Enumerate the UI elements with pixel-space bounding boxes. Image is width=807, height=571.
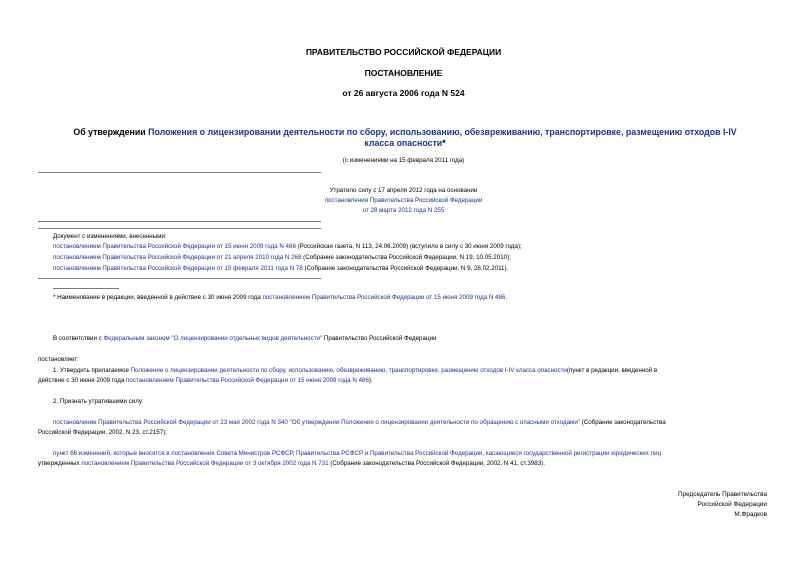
footnote-text: * Наименование в редакции, введенной в действие с 30 июня 2009 года <box>53 294 263 301</box>
paragraph-1 <box>53 366 657 376</box>
preamble-text: В соответствии с <box>53 335 104 342</box>
divider <box>38 228 321 229</box>
resolution-340-link[interactable]: постановление Правительства Российской Федерации от 23 мая 2002 года N 340 "Об утверждении Положения о лицензировании деятельности по обращению с опасными отходами" <box>53 419 580 426</box>
document-date: от 26 августа 2006 года N 524 <box>342 88 465 98</box>
p4-text-end: (Собрание законодательства Российской Федерации, 2002, N 41, ст.3983). <box>328 460 545 467</box>
document-type: ПОСТАНОВЛЕНИЕ <box>364 68 443 78</box>
expired-link2 <box>0 206 807 216</box>
amendment-item <box>53 264 508 274</box>
preamble-text-end: Правительство Российской Федерации <box>322 335 437 342</box>
p1-text: 1. Утвердить прилагаемое <box>53 367 131 374</box>
amendments-intro: Документ с изменениями, внесенными: <box>53 233 167 240</box>
p1-cont-end: ). <box>368 377 373 384</box>
paragraph-4-cont <box>38 459 545 469</box>
p4-text: утвержденных <box>38 460 82 467</box>
federal-law-link[interactable]: Федеральным законом "О лицензировании отдельных видов деятельности" <box>103 335 323 342</box>
amendment-text: (Российская газета, N 113, 24.06.2009) (вступило в силу с 30 июня 2009 года); <box>295 243 522 250</box>
divider <box>38 278 321 279</box>
expired-link1 <box>0 196 807 206</box>
government-heading: ПРАВИТЕЛЬСТВО РОССИЙСКОЙ ФЕДЕРАЦИИ <box>305 47 502 57</box>
divider <box>38 221 321 222</box>
footnote-divider <box>53 288 119 289</box>
paragraph-resolves: постановляет: <box>38 356 79 363</box>
amendment-text: (Собрание законодательства Российской Федерации, N 19, 10.05.2010); <box>301 254 511 261</box>
title-star: * <box>442 138 446 148</box>
changes-note: (с изменениями на 15 февраля 2011 года) <box>342 157 465 164</box>
amendment-link[interactable]: постановлением Правительства Российской Федерации от 15 июня 2009 года N 486 <box>53 243 296 250</box>
amendment-item <box>53 242 522 252</box>
p1-cont-text: действие с 30 июня 2009 года <box>38 377 127 384</box>
p1-text-end: (пункт в редакции, введенной в <box>566 367 658 374</box>
footnote <box>53 293 507 303</box>
regulation-link[interactable]: Положение о лицензировании деятельности по сбору, использованию, обезвреживанию, транспортировке, размещению отходов I-IV класса опасности <box>130 367 567 374</box>
paragraph-1-cont <box>38 376 373 386</box>
signature-country: Российской Федерации <box>697 501 767 508</box>
divider <box>38 172 321 173</box>
resolution-731-link[interactable]: постановлением Правительства Российской Федерации от 3 октября 2002 года N 731 <box>81 460 329 467</box>
title-link[interactable]: Положения о лицензировании деятельности по сбору, использованию, обезвреживанию, транспортировке, размещению отходов I-IV класса опасности <box>148 127 737 148</box>
expired-line1: Утратило силу с 17 апреля 2012 года на основании <box>329 187 478 194</box>
document-title <box>60 127 750 149</box>
signature-title: Председатель Правительства <box>678 491 767 498</box>
paragraph-2: 2. Признать утратившими силу: <box>53 398 144 405</box>
p3-text: (Собрание законодательства <box>579 419 666 426</box>
amendment-link[interactable]: постановлением Правительства Российской Федерации от 21 апреля 2010 года N 268 <box>53 254 302 261</box>
paragraph-3-cont: Российской Федерации, 2002, N 23, ст.2157); <box>38 429 167 436</box>
footnote-end: . <box>505 294 508 301</box>
title-prefix: Об утверждении <box>73 127 149 137</box>
amendment-link[interactable]: постановлением Правительства Российской Федерации от 15 февраля 2011 года N 78 <box>53 265 303 272</box>
signature-name: М.Фрадков <box>734 511 767 518</box>
expired-link-part1[interactable]: постановления Правительства Российской Федерации <box>324 197 483 204</box>
amendment-item <box>53 253 511 263</box>
point-66-link[interactable]: пункт 66 изменений, которые вносятся в постановления Совета Министров РСФСР, Правительства РСФСР и Правительства Российской Федерации, касающиеся государственной регистрации юридических лиц <box>53 450 662 457</box>
amendment-486-link[interactable]: постановлением Правительства Российской Федерации от 15 июня 2009 года N 486 <box>126 377 369 384</box>
expired-link-part2[interactable]: от 28 марта 2012 года N 255 <box>362 207 445 214</box>
amendment-text: (Собрание законодательства Российской Федерации, N 9, 28.02.2011). <box>302 265 509 272</box>
paragraph-preamble <box>53 334 436 344</box>
footnote-link[interactable]: постановлением Правительства Российской Федерации от 15 июня 2009 года N 486 <box>262 294 506 301</box>
paragraph-4 <box>53 449 661 459</box>
paragraph-3 <box>53 418 666 428</box>
